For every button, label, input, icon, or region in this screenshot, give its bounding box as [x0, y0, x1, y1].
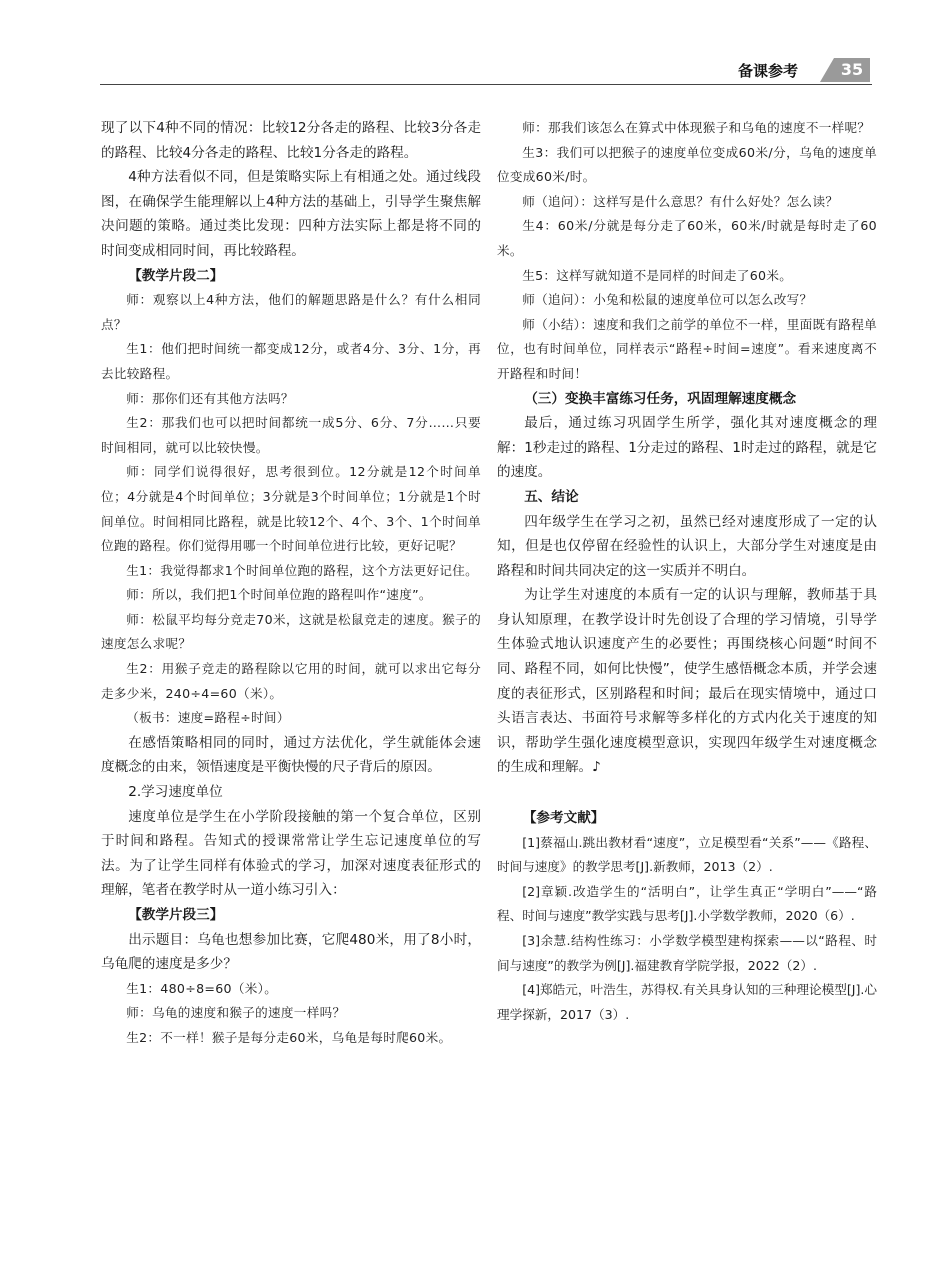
reference-item: [3]余慧.结构性练习：小学数学模型建构探索——以“路程、时间与速度”的教学为例[J].福建教育学院学报，2022（2）.	[497, 933, 877, 973]
paragraph: 最后，通过练习巩固学生所学，强化其对速度概念的理解：1秒走过的路程、1分走过的路程、1时走过的路程，就是它的速度。	[497, 415, 877, 481]
paragraph: 师：乌龟的速度和猴子的速度一样吗？	[126, 1005, 346, 1021]
paragraph: 速度单位是学生在小学阶段接触的第一个复合单位，区别于时间和路程。告知式的授课常常让学生忘记速度单位的写法。为了让学生同样有体验式的学习，加深对速度表征形式的理解，笔者在教学时从一道小练习引入：	[101, 808, 481, 899]
paragraph: 师：那我们该怎么在算式中体现猴子和乌龟的速度不一样呢？	[522, 120, 871, 135]
paragraph: 为让学生对速度的本质有一定的认识与理解，教师基于具身认知原理，在教学设计时先创设了合理的学习情境，引导学生体验式地认识速度产生的必要性；再围绕核心问题“时间不同、路程不同，如何比快慢”，使学生感悟概念本质，并学会速度的表征形式，区别路程和时间；最后在现实情境中，通过口头语言表达、书面符号求解等多样化的方式内化关于速度的知识，帮助学生强化速度模型意识，实现四年级学生对速度概念的生成和理解。♪	[497, 587, 877, 776]
paragraph: 现了以下4种不同的情况：比较12分各走的路程、比较3分各走的路程、比较4分各走的路程、比较1分各走的路程。	[101, 120, 481, 161]
paragraph: （三）变换丰富练习任务，巩固理解速度概念	[524, 390, 797, 407]
spacer	[497, 780, 877, 794]
paragraph: 生1：我觉得都求1个时间单位跑的路程，这个方法更好记住。	[126, 562, 479, 578]
header-decoration	[820, 58, 834, 82]
page-number: 35	[834, 58, 870, 82]
right-column-body	[497, 116, 877, 780]
paragraph: 【教学片段二】	[128, 267, 224, 284]
references-heading: 【参考文献】	[522, 810, 605, 827]
paragraph: 生1：480÷8=60（米）。	[126, 980, 278, 996]
paragraph: 师：所以，我们把1个时间单位跑的路程叫作“速度”。	[126, 587, 432, 603]
paragraph: 生2：用猴子竞走的路程除以它用的时间，就可以求出它每分走多少米，240÷4=60（米）。	[101, 661, 481, 701]
section-title: 备课参考	[738, 62, 799, 80]
paragraph: 师：同学们说得很好，思考很到位。12分就是12个时间单位；4分就是4个时间单位；3分就是3个时间单位；1分就是1个时间单位。时间相同比路程，就是比较12个、4个、3个、1个时间单位跑的路程。你们觉得用哪一个时间单位进行比较，更好记呢？	[101, 464, 481, 554]
paragraph: 师：观察以上4种方法，他们的解题思路是什么？有什么相同点？	[101, 292, 481, 332]
paragraph: 五、结论	[524, 488, 579, 505]
paragraph: 师（追问）：小兔和松鼠的速度单位可以怎么改写？	[522, 292, 813, 308]
paragraph: 【教学片段三】	[128, 907, 224, 923]
paragraph: 四年级学生在学习之初，虽然已经对速度形成了一定的认知，但是也仅停留在经验性的认识上，大部分学生对速度是由路程和时间共同决定的这一实质并不明白。	[497, 513, 877, 579]
paragraph: 师（小结）：速度和我们之前学的单位不一样，里面既有路程单位，也有时间单位，同样表示“路程÷时间=速度”。看来速度离不开路程和时间！	[497, 316, 877, 381]
paragraph: 生5：这样写就知道不是同样的时间走了60米。	[522, 267, 793, 283]
paragraph: 生1：他们把时间统一都变成12分，或者4分、3分、1分，再去比较路程。	[101, 341, 481, 381]
reference-item: [4]郑皓元，叶浩生，苏得权.有关具身认知的三种理论模型[J].心理学探新，2017（3）.	[497, 982, 877, 1022]
references-list	[497, 831, 877, 1028]
left-column	[101, 116, 481, 1051]
paragraph: 生3：我们可以把猴子的速度单位变成60米/分，乌龟的速度单位变成60米/时。	[497, 144, 877, 185]
paragraph: 4种方法看似不同，但是策略实际上有相通之处。通过线段图，在确保学生能理解以上4种方法的基础上，引导学生聚焦解决问题的策略。通过类比发现：四种方法实际上都是将不同的时间变成相同时间，再比较路程。	[101, 169, 481, 259]
paragraph: 师：松鼠平均每分竞走70米，这就是松鼠竞走的速度。猴子的速度怎么求呢？	[101, 611, 481, 652]
header-rule	[100, 84, 872, 85]
paragraph: 在感悟策略相同的同时，通过方法优化，学生就能体会速度概念的由来，领悟速度是平衡快慢的尺子背后的原因。	[101, 734, 481, 776]
paragraph: 出示题目：乌龟也想参加比赛，它爬480米，用了8小时，乌龟爬的速度是多少？	[101, 931, 481, 973]
right-column	[497, 116, 877, 1027]
page-header	[738, 58, 872, 84]
paragraph: 生4：60米/分就是每分走了60米，60米/时就是每时走了60米。	[497, 218, 877, 258]
paragraph: 师（追问）：这样写是什么意思？有什么好处？怎么读？	[522, 193, 839, 209]
paragraph: 生2：不一样！猴子是每分走60米，乌龟是每时爬60米。	[126, 1029, 452, 1045]
paragraph: 2.学习速度单位	[128, 784, 223, 801]
paragraph: （板书：速度=路程÷时间）	[126, 710, 290, 726]
reference-item: [1]蔡福山.跳出教材看“速度”，立足模型看“关系”——《路程、时间与速度》的教学思考[J].新教师，2013（2）.	[497, 834, 877, 875]
reference-item: [2]章颖.改造学生的“活明白”，让学生真正“学明白”——“路程、时间与速度”教学实践与思考[J].小学数学教师，2020（6）.	[497, 883, 877, 924]
paragraph: 师：那你们还有其他方法吗？	[126, 390, 294, 406]
paragraph: 生2：那我们也可以把时间都统一成5分、6分、7分……只要时间相同，就可以比较快慢。	[101, 415, 481, 455]
